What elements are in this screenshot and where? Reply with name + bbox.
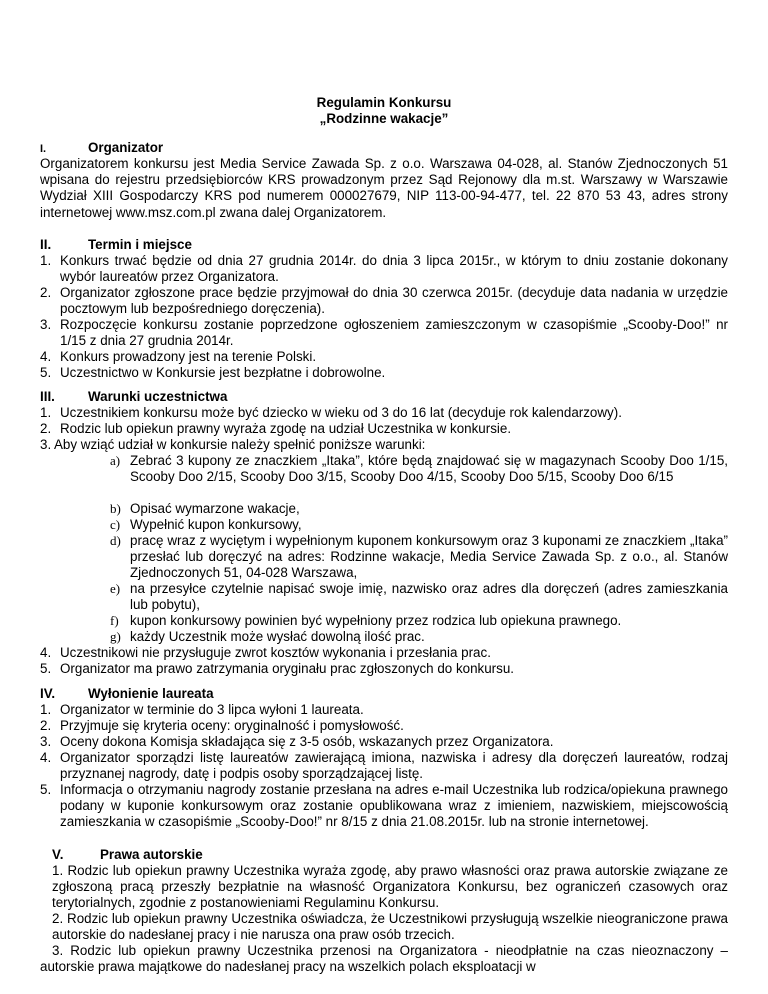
section-number: IV. bbox=[40, 686, 56, 701]
section-title: Wyłonienie laureata bbox=[88, 686, 214, 701]
copyright-paragraph: 2. Rodzic lub opiekun prawny Uczestnika oświadcza, że Uczestnikowi przysługują wszelkie nieograniczone prawa autorskie do nadesłanej pracy i nie narusza ona praw osób trzecich. bbox=[52, 911, 728, 943]
section-title: Prawa autorskie bbox=[100, 847, 203, 862]
section-title: Organizator bbox=[88, 140, 164, 155]
section-number: I. bbox=[40, 143, 47, 155]
section-title: Warunki uczestnictwa bbox=[88, 389, 228, 404]
copyright-paragraph: 1. Rodzic lub opiekun prawny Uczestnika wyraża zgodę, aby prawo własności oraz prawa autorskie związane ze zgłoszoną pracą przeszły bezpłatnie na własność Organizatora Konkursu, bez ograniczeń czasowych oraz terytorialnych, zgodnie z postanowieniami Regulaminu Konkursu. bbox=[52, 863, 728, 911]
section-number: V. bbox=[52, 847, 64, 862]
document-subtitle: „Rodzinne wakacje” bbox=[319, 111, 449, 126]
section-heading-organizator bbox=[40, 140, 163, 157]
section-heading-wylonienie bbox=[40, 686, 214, 702]
section-heading-warunki bbox=[40, 389, 227, 405]
section-heading-termin bbox=[40, 237, 192, 253]
section-number: II. bbox=[40, 237, 52, 252]
document-title: Regulamin Konkursu bbox=[316, 95, 452, 110]
organizer-paragraph: Organizatorem konkursu jest Media Service Zawada Sp. z o.o. Warszawa 04-028, al. Stanów Zjednoczonych 51 wpisana do rejestru przedsiębiorców KRS prowadzonym przez Sąd Rejonowy dla m.st. Warszawy w Warszawie Wydział XIII Gospodarczy KRS pod numerem 000027679, NIP 113-00-94-477, tel. 22 870 53 43, adres strony internetowej www.msz.com.pl zwana dalej Organizatorem. bbox=[40, 156, 728, 220]
section-heading-prawa bbox=[52, 847, 203, 863]
copyright-paragraph: 3. Rodzic lub opiekun prawny Uczestnika przenosi na Organizatora - nieodpłatnie na czas nieoznaczony – autorskie prawa majątkowe do nadesłanej pracy na wszelkich polach eksploatacji w bbox=[40, 943, 728, 975]
document-page: Regulamin Konkursu „Rodzinne wakacje” I. Organizator Organizatorem konkursu jest Media Service Zawada Sp. z o.o. Warszawa 04-028, al. Stanów Zjednoczonych 51 wpisana do rejestru przedsiębiorców KRS prowadzonym przez Sąd Rejonowy dla m.st. Warszawy w Warszawie Wydział XIII Gospodarczy KRS pod numerem 000027679, NIP 113-00-94-477, tel. 22 870 53 43, adres strony internetowej www.msz.com.pl zwana dalej Organizatorem. II. Termin i miejsce 1. Konkurs trwać będzie od dnia 27 grudnia 2014r. do dnia 3 lipca 2015r., w którym to dniu zostanie dokonany wybór laureatów przez Organizatora. 2. Organizator zgłoszone prace będzie przyjmował do dnia 30 czerwca 2015r. (decyduje data nadania w urzędzie pocztowym lub bezpośredniego doręczenia). 3. Rozpoczęcie konkursu zostanie poprzedzone ogłoszeniem zamieszczonym w czasopiśmie „Scooby-Doo!” nr 1/15 z dnia 27 grudnia 2014r. 4. Konkurs prowadzony jest na terenie Polski. 5. Uczestnictwo w Konkursie jest bezpłatne i dobrowolne. III. Warunki uczestnictwa 1. Uczestnikiem konkursu może być dziecko w wieku od 3 do 16 lat (decyduje rok kalendarzowy). 2. Rodzic lub opiekun prawny wyraża zgodę na udział Uczestnika w konkursie. 3. Aby wziąć udział w konkursie należy spełnić poniższe warunki: a) Zebrać 3 kupony ze znaczkiem „Itaka”, które będą znajdować się w magazynach Scooby Doo 1/15, Scooby Doo 2/15, Scooby Doo 3/15, Scooby Doo 4/15, Scooby Doo 5/15, Scooby Doo 6/15 b) Opisać wymarzone wakacje, c) Wypełnić kupon konkursowy, d) pracę wraz z wyciętym i wypełnionym kuponem konkursowym oraz 3 kuponami ze znaczkiem „Itaka” przesłać lub doręczyć na adres: Rodzinne wakacje, Media Service Zawada Sp. z o.o., al. Stanów Zjednoczonych 51, 04-028 Warszawa, e) na przesyłce czytelnie napisać swoje imię, nazwisko oraz adres dla doręczeń (adres zamieszkania lub pobytu), f) kupon konkursowy powinien być wypełniony przez rodzica lub opiekuna prawnego. g) każdy Uczestnik może wysłać dowolną ilość prac. 4. Uczestnikowi nie przysługuje zwrot kosztów wykonania i przesłania prac. 5. Organizator ma prawo zatrzymania oryginału prac zgłoszonych do konkursu. IV. Wyłonienie laureata 1. Organizator w terminie do 3 lipca wyłoni 1 laureata. 2. Przyjmuje się kryteria oceny: oryginalność i pomysłowość. 3. Oceny dokona Komisja składająca się z 3-5 osób, wskazanych przez Organizatora. 4. Organizator sporządzi listę laureatów zawierającą imiona, nazwiska i adresy dla doręczeń laureatów, rodzaj przyznanej nagrody, datę i podpis osoby sporządzającej listę. 5. Informacja o otrzymaniu nagrody zostanie przesłana na adres e-mail Uczestnika lub rodzica/opiekuna prawnego podany w kuponie konkursowym oraz zostanie opublikowana wraz z imieniem, nazwiskiem, miejscowością zamieszkania w czasopiśmie „Scooby-Doo!” nr 8/15 z dnia 21.08.2015r. lub na stronie internetowej. V. Prawa autorskie 1. Rodzic lub opiekun prawny Uczestnika wyraża zgodę, aby prawo własności oraz prawa autorskie związane ze zgłoszoną pracą przeszły bezpłatnie na własność Organizatora Konkursu, bez ograniczeń czasowych oraz terytorialnych, zgodnie z postanowieniami Regulaminu Konkursu. 2. Rodzic lub opiekun prawny Uczestnika oświadcza, że Uczestnikowi przysługują wszelkie nieograniczone prawa autorskie do nadesłanej pracy i nie narusza ona praw osób trzecich. 3. Rodzic lub opiekun prawny Uczestnika przenosi na Organizatora - nieodpłatnie na czas nieoznaczony – autorskie prawa majątkowe do nadesłanej pracy na wszelkich polach eksploatacji w bbox=[0, 0, 768, 994]
section-number: III. bbox=[40, 389, 55, 404]
section-title: Termin i miejsce bbox=[88, 237, 192, 252]
